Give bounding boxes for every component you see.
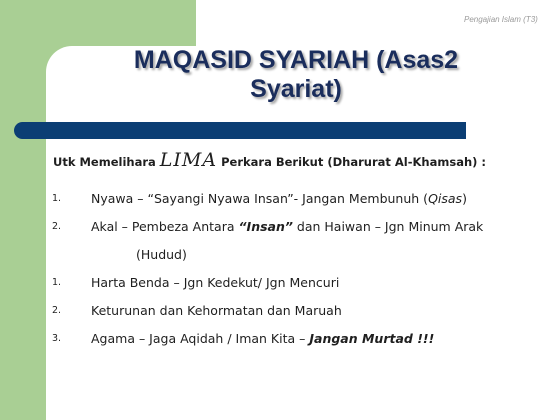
title-divider-bar <box>14 122 466 139</box>
list-number: 3. <box>52 333 62 344</box>
item-text-part: Agama – Jaga Aqidah / Iman Kita – <box>91 331 310 346</box>
intro-line <box>53 147 553 175</box>
item-text-part: Nyawa – “Sayangi Nyawa Insan”- Jangan Membunuh ( <box>91 191 429 206</box>
list-text: Keturunan dan Kehormatan dan Maruah <box>91 303 342 318</box>
intro-lima: LIMA <box>159 149 218 171</box>
list-item <box>52 325 552 353</box>
item-text-part: Akal – Pembeza Antara <box>91 219 239 234</box>
intro-before: Utk Memelihara <box>53 155 160 169</box>
list-text: Harta Benda – Jgn Kedekut/ Jgn Mencuri <box>91 275 340 290</box>
list-text <box>91 185 467 213</box>
title-line-2: Syariat) <box>250 75 342 103</box>
list-item <box>52 213 552 241</box>
item-text-part: ) <box>462 191 467 206</box>
intro-after: Perkara Berikut (Dharurat Al-Khamsah) : <box>217 155 487 169</box>
list-number: 2. <box>52 221 62 232</box>
item-text-emphasis: “Insan” <box>238 219 293 234</box>
list-item-continuation <box>52 241 552 269</box>
list-number: 1. <box>52 193 62 204</box>
continuation-text: (Hudud) <box>136 247 187 262</box>
numbered-list <box>52 185 552 353</box>
list-item <box>52 269 552 297</box>
list-text <box>91 325 434 353</box>
title-line-1: MAQASID SYARIAH (Asas2 <box>133 46 459 74</box>
list-number: 1. <box>52 277 62 288</box>
item-text-emphasis: Qisas <box>428 191 463 206</box>
slide-title <box>96 46 496 104</box>
list-number: 2. <box>52 305 62 316</box>
item-text-part: dan Haiwan – Jgn Minum Arak <box>292 219 484 234</box>
item-text-emphasis: Jangan Murtad !!! <box>309 331 435 346</box>
course-label: Pengajian Islam (T3) <box>464 15 538 24</box>
list-text <box>91 213 483 241</box>
list-item <box>52 185 552 213</box>
list-item <box>52 297 552 325</box>
